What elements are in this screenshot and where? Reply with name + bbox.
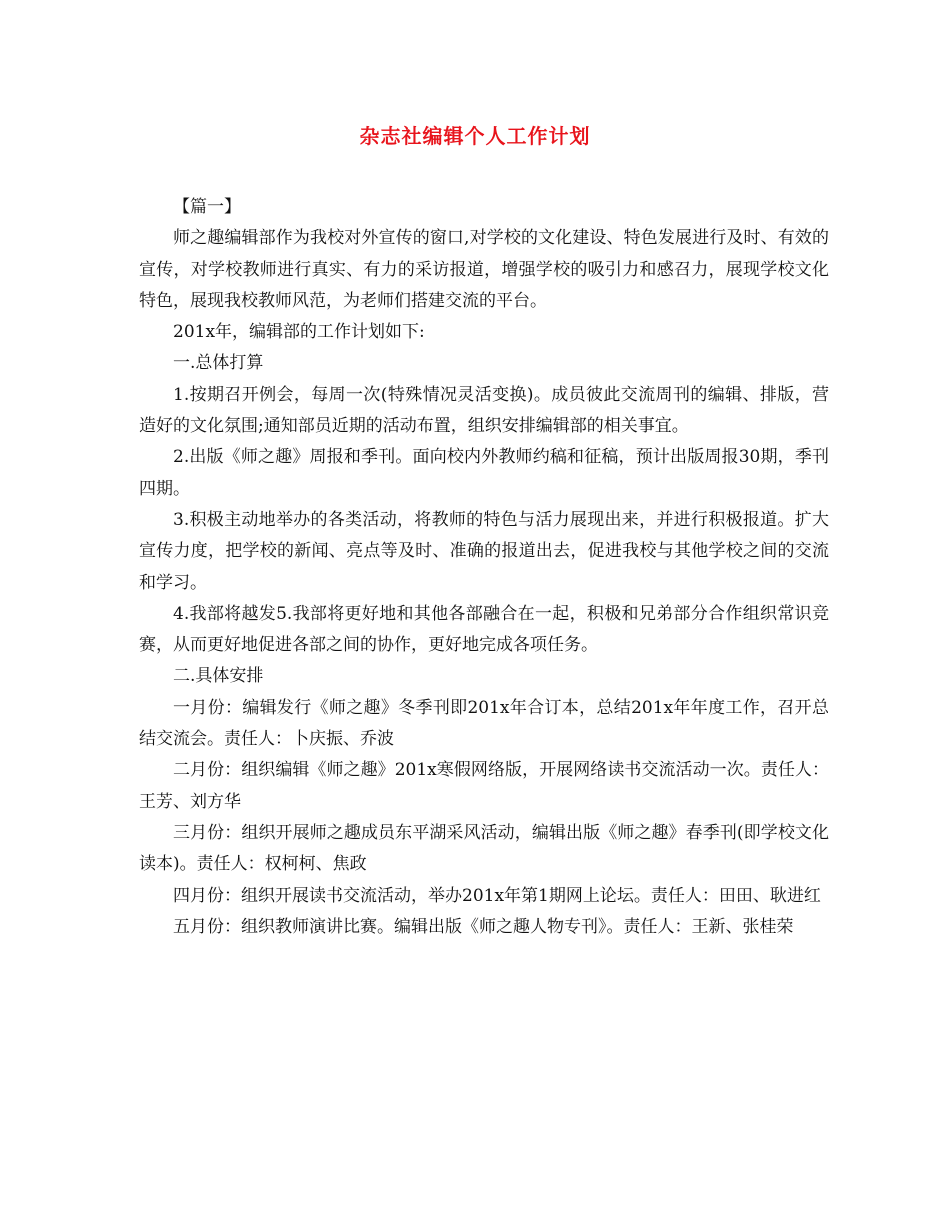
paragraph-intro: 师之趣编辑部作为我校对外宣传的窗口,对学校的文化建设、特色发展进行及时、有效的宣传，对学校教师进行真实、有力的采访报道，增强学校的吸引力和感召力，展现学校文化特色，展现我校教师风范，为老师们搭建交流的平台。 xyxy=(139,228,829,311)
section-heading-overall-plan: 一.总体打算 xyxy=(173,353,264,374)
schedule-march: 三月份：组织开展师之趣成员东平湖采风活动，编辑出版《师之趣》春季刊(即学校文化读本)。责任人：权柯柯、焦政 xyxy=(139,822,829,875)
section-heading-part-one: 【篇一】 xyxy=(173,197,241,217)
paragraph-plan-lead: 201x年，编辑部的工作计划如下: xyxy=(173,322,425,343)
schedule-january: 一月份：编辑发行《师之趣》冬季刊即201x年合订本，总结201x年年度工作，召开总结交流会。责任人：卜庆振、乔波 xyxy=(139,697,829,750)
schedule-april: 四月份：组织开展读书交流活动，举办201x年第1期网上论坛。责任人：田田、耿进红 xyxy=(173,885,821,906)
list-item-1: 1.按期召开例会，每周一次(特殊情况灵活变换)。成员彼此交流周刊的编辑、排版，营造好的文化氛围;通知部员近期的活动布置，组织安排编辑部的相关事宜。 xyxy=(139,384,829,437)
section-heading-specific-arrangements: 二.具体安排 xyxy=(173,666,264,687)
list-item-3: 3.积极主动地举办的各类活动，将教师的特色与活力展现出来，并进行积极报道。扩大宣传力度，把学校的新闻、亮点等及时、准确的报道出去，促进我校与其他学校之间的交流和学习。 xyxy=(139,509,829,593)
schedule-may: 五月份：组织教师演讲比赛。编辑出版《师之趣人物专刊》。责任人：王新、张桂荣 xyxy=(173,916,794,937)
document-body xyxy=(139,192,829,943)
list-item-4: 4.我部将越发5.我部将更好地和其他各部融合在一起，积极和兄弟部分合作组织常识竞赛，从而更好地促进各部之间的协作，更好地完成各项任务。 xyxy=(139,603,829,656)
document-title: 杂志社编辑个人工作计划 xyxy=(359,124,591,148)
list-item-2: 2.出版《师之趣》周报和季刊。面向校内外教师约稿和征稿，预计出版周报30期，季刊四期。 xyxy=(139,447,829,499)
schedule-february: 二月份：组织编辑《师之趣》201x寒假网络版，开展网络读书交流活动一次。责任人：王芳、刘方华 xyxy=(139,760,829,812)
